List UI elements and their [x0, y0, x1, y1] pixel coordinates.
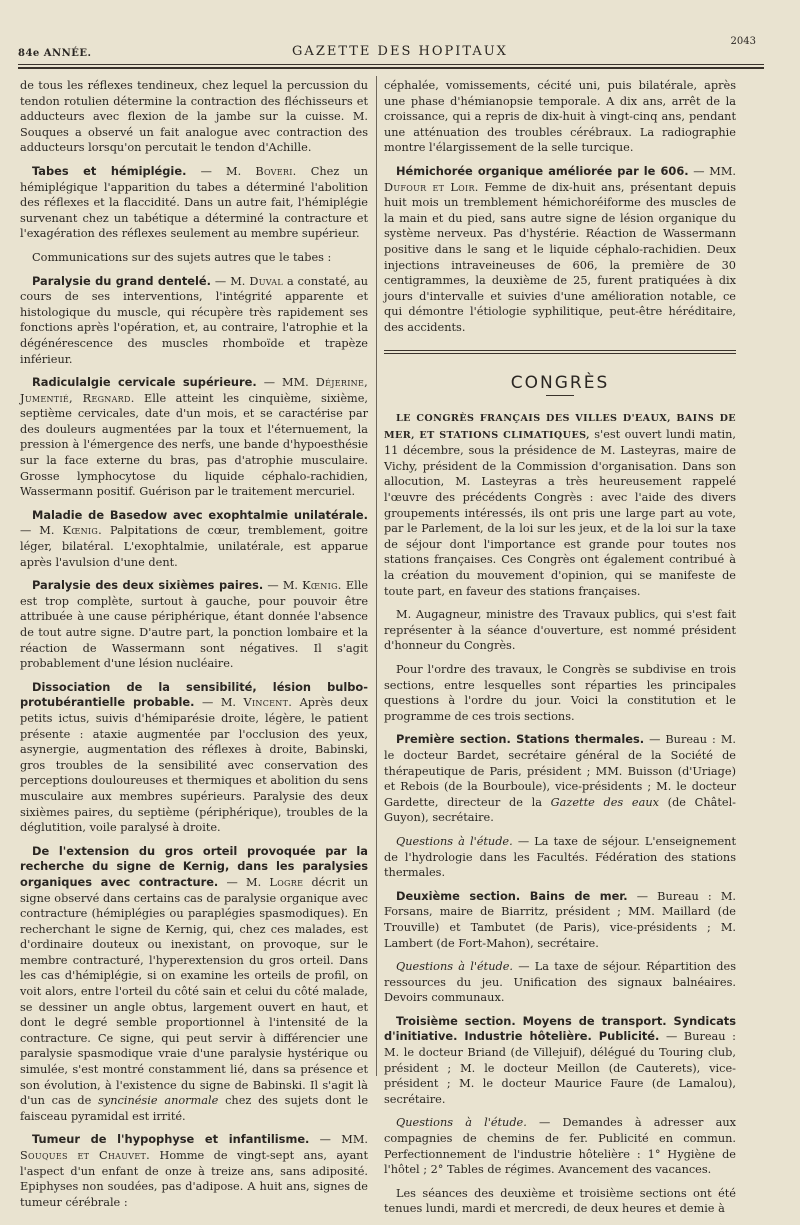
header-rule [18, 64, 764, 65]
article-radiculalgie: Radiculalgie cervicale supérieure. — MM. Déjerine, Jumentié, Regnard. Elle atteint les cinquième, sixième, septième cervicales, date d'un mois, et se caractérise par des douleurs augmentées par la toux et l'éternuement, la pression à l'émergence des nerfs, une bande d'hypoesthésie sur la face externe du bras, pas d'atrophie musculaire. Grosse lymphocytose du liquide céphalo-rachidien, Wassermann positif. Guérison par le traitement mercuriel. [20, 375, 369, 499]
right-column [384, 78, 736, 1225]
paragraph: de tous les réflexes tendineux, chez lequel la percussion du tendon rotulien détermine la contraction des fléchisseurs et adducteurs avec flexion de la jambe sur la cuisse. M. Souques a observé un fait analogue avec contraction des adducteurs lorsqu'on percutait le tendon d'Achille. [20, 79, 368, 155]
article-text: a constaté, au cours de ses interventions, l'intégrité apparente et histologique du muscle, qui récupère très rapidement ses fonctions après l'opération, et, au contraire, l'atrophie et la dégénérescence des muscles rhomboïde et trapèze inférieur. [20, 274, 368, 366]
author: Kœnig. [302, 579, 342, 593]
article-heading: Radiculalgie cervicale supérieure. [32, 375, 257, 390]
journal-title: GAZETTE DES HOPITAUX [292, 44, 508, 59]
article-heading: Tabes et hémiplégie. [32, 163, 187, 178]
paragraph: céphalée, vomissements, cécité uni, puis bilatérale, après une phase d'hémianopsie temporale. A dix ans, arrêt de la croissance, qui a repris de dix-huit à vingt-cinq ans, pendant une atténuation des troubles cérébraux. La radiographie montre l'élargissement de la selle turcique. [384, 79, 736, 155]
paragraph: Pour l'ordre des travaux, le Congrès se subdivise en trois sections, entre lesquelles sont réparties les principales questions à l'ordre du jour. Voici la constitution et le programme de ces trois sections. [384, 663, 736, 723]
article-text: Homme de vingt-sept ans, ayant l'aspect d'un enfant de onze à treize ans, sans adiposité. Epiphyses non soudées, pas d'adipose. A huit ans, signes de tumeur cérébrale : [20, 1149, 369, 1209]
author: Kœnig. [62, 524, 102, 538]
section-rule [384, 353, 736, 354]
article-dissociation: Dissociation de la sensibilité, lésion bulbo-protubérantielle probable. — M. Vincent. Après deux petits ictus, suivis d'hémiparésie droite, légère, le patient présente : ataxie augmentée par l'occlusion des yeux, asynergie, augmentation des réflexes à droite, Babinski, gros troubles de la sensibilité avec conservation des perceptions douloureuses et thermiques et abolition du sens musculaire aux membres supérieurs. Paralysie des deux sixièmes paires, du septième (périphérique), troubles de la déglutition, voile paralysé à droite. [20, 679, 368, 835]
article-text: — Bureau : M. le docteur Bardet, secrétaire général de la Société de thérapeutique de Paris, président ; MM. Buisson (d'Uriage) et Rebois (de la Bourboule), vice-présidents ; M. le docteur Gardette, directeur de la [384, 733, 737, 809]
article-text: Palpitations de cœur, tremblement, goitre léger, bilatéral. L'exophtalmie, unilatérale, est apparue après l'avulsion d'une dent. [20, 524, 368, 569]
left-column [20, 78, 368, 1218]
year-label: 84e ANNÉE. [18, 48, 92, 59]
article-heading: Troisième section. Moyens de transport. Syndicats d'initiative. Industrie hôtelière. Publicité. [384, 1013, 736, 1044]
article-text: Elle est trop complète, surtout à gauche, pour pouvoir être attribuée à une cause périphérique, étant donnée l'absence de tout autre signe. D'autre part, la ponction lombaire et la réaction de Wassermann sont négatives. Il s'agit probablement d'une lésion nucléaire. [20, 579, 369, 671]
author: Dufour et Loir. [384, 180, 479, 194]
author: Déjerine, Jumentié, Regnard. [20, 376, 369, 405]
author: Souques et Chauvet. [20, 1149, 151, 1162]
author: Vincent. [243, 696, 293, 710]
author: Logre [269, 875, 304, 889]
article-heading: Paralysie du grand dentelé. [32, 273, 211, 288]
article-text: Après deux petits ictus, suivis d'hémiparésie droite, légère, le patient présente : ataxie augmentée par l'occlusion des yeux, asynergie, augmentation des réflexes à droite, Babinski, gros troubles de la sensibilité avec conservation des perceptions douloureuses et thermiques et abolition du sens musculaire aux membres supérieurs. Paralysie des deux sixièmes paires, du septième (périphérique), troubles de la déglutition, voile paralysé à droite. [20, 696, 368, 835]
article-sixiemes: Paralysie des deux sixièmes paires. — M. Kœnig. Elle est trop complète, surtout à gauche, pour pouvoir être attribuée à une cause périphérique, étant donnée l'absence de tout autre signe. D'autre part, la ponction lombaire et la réaction de Wassermann sont négatives. Il s'agit probablement d'une lésion nucléaire. [20, 578, 369, 671]
article-text: — Bureau : M. Forsans, maire de Biarritz, président ; MM. Maillard (de Trouville) et Tambutet (de Paris), vice-présidents ; M. Lambert (de Fort-Mahon), secrétaire. [384, 889, 736, 950]
questions-label: Questions à l'étude. [396, 834, 513, 848]
emphasis: syncinésie anormale [98, 1094, 219, 1108]
article-dentele: Paralysie du grand dentelé. — M. Duval a constaté, au cours de ses interventions, l'intégrité apparente et histologique du muscle, qui récupère très rapidement ses fonctions après l'opération, et, au contraire, l'atrophie et la dégénérescence des muscles rhomboïde et trapèze inférieur. [20, 273, 368, 366]
header-rule-thick [18, 67, 764, 69]
questions-text: — Demandes à adresser aux compagnies de chemins de fer. Publicité en commun. Perfectionnement de l'industrie hôtelière : 1° Hygiène de l'hôtel ; 2° Tables de régimes. Avancement des vacances. [384, 1116, 736, 1177]
questions-label: Questions à l'étude. [396, 1116, 527, 1130]
article-hypophyse: Tumeur de l'hypophyse et infantilisme. — MM. Souques et Chauvet. Homme de vingt-sept ans, ayant l'aspect d'un enfant de onze à treize ans, sans adiposité. Epiphyses non soudées, pas d'adipose. A huit ans, signes de tumeur cérébrale : [20, 1132, 369, 1209]
questions [384, 959, 736, 1006]
article-heading: Dissociation de la sensibilité, lésion bulbo-protubérantielle probable. [20, 679, 368, 710]
article-heading: Deuxième section. Bains de mer. [396, 888, 628, 903]
questions [384, 1115, 736, 1177]
section-three [384, 1014, 736, 1108]
article-heading: De l'extension du gros orteil provoquée par la recherche du signe de Kernig, dans les paralysies organiques avec contracture. [20, 843, 368, 889]
article-hemichoree: Hémichorée organique améliorée par le 606. — MM. Dufour et Loir. Femme de dix-huit ans, présentant depuis huit mois un tremblement hémichoréiforme des muscles de la main et du pied, sans autre signe de lésion organique du système nerveux. Pas d'hystérie. Réaction de Wassermann positive dans le sang et le liquide céphalo-rachidien. Deux injections intraveineuses de 606, la première de 30 centigrammes, la deuxième de 25, furent pratiquées à dix jours d'intervalle et suivies d'une amélioration notable, ce qui démontre l'étiologie syphilitique, peut-être héréditaire, des accidents. [384, 163, 736, 334]
section-title: CONGRÈS [510, 372, 610, 393]
questions [384, 834, 736, 881]
article-heading: Première section. Stations thermales. [396, 732, 645, 747]
questions-text: — La taxe de séjour. Répartition des ressources du jeu. Unification des signaux balnéaires. Devoirs communaux. [384, 960, 736, 1005]
article-basedow: Maladie de Basedow avec exophtalmie unilatérale. — M. Kœnig. Palpitations de cœur, tremblement, goitre léger, bilatéral. L'exophtalmie, unilatérale, est apparue après l'avulsion d'une dent. [20, 507, 368, 569]
title-underline [546, 395, 574, 396]
column-divider [376, 76, 377, 1076]
article-text: Chez un hémiplégique l'apparition du tabes a déterminé l'abolition des réflexes et la flaccidité. Dans un autre fait, l'hémiplégie survenant chez un tabétique a déterminé la contracture et l'exagération des réflexes seulement au membre supérieur. [20, 164, 369, 241]
questions-text: — La taxe de séjour. L'enseignement de l'hydrologie dans les Facultés. Fédération des stations thermales. [384, 834, 736, 880]
article-kernig: De l'extension du gros orteil provoquée par la recherche du signe de Kernig, dans les paralysies organiques avec contracture. — M. Logre décrit un signe observé dans certains cas de paralysie organique avec contracture (hémiplégies ou paraplégies spasmodiques). En recherchant le signe de Kernig, qui, chez ces malades, est d'ordinaire douteux ou inexistant, on provoque, sur le membre contracturé, l'hyperextension du gros orteil. Dans les cas d'hémiplégie, si on examine les orteils de profil, on voit alors, entre l'orteil du côté sain et celui du côté malade, se dessiner un angle obtus, largement ouvert en haut, et dont le degré semble proportionnel à l'intensité de la contracture. Ce signe, qui peut servir à différencier une paralysie spasmodique vraie d'une paralysie hystérique ou simulée, s'est montré constamment lié, dans sa présence et son évolution, à l'existence du signe de Babinski. Il s'agit là d'un cas de syncinésie anormale chez des sujets dont le faisceau pyramidal est irrité. [20, 843, 369, 1123]
author: Boveri. [255, 164, 297, 178]
questions-label: Questions à l'étude. [396, 960, 514, 974]
article-heading: LE CONGRÈS FRANÇAIS DES VILLES D'EAUX, BAINS DE MER, ET STATIONS CLIMATIQUES, [384, 413, 736, 441]
article-heading: Paralysie des deux sixièmes paires. [32, 578, 264, 593]
paragraph: Communications sur des sujets autres que le tabes : [32, 250, 332, 264]
article-text: chez des sujets dont le faisceau pyramidal est irrité. [20, 1094, 368, 1123]
author: Duval [249, 274, 283, 288]
paragraph: Les séances des deuxième et troisième sections ont été tenues lundi, mardi et mercredi, de deux heures et demie à [384, 1186, 736, 1216]
article-congres [384, 410, 736, 599]
article-heading: Maladie de Basedow avec exophtalmie unilatérale. [32, 507, 368, 522]
article-heading: Tumeur de l'hypophyse et infantilisme. [32, 1132, 310, 1147]
article-text: Elle atteint les cinquième, sixième, septième cervicales, date d'un mois, et se caractérise par des douleurs augmentées par la toux et l'éternuement, la pression à l'émergence des nerfs, une bande d'hypoesthésie sur la face externe du bras, pas d'atrophie musculaire. Grosse lymphocytose du liquide céphalo-rachidien, Wassermann positif. Guérison par le traitement mercuriel. [20, 391, 369, 499]
emphasis: Gazette des eaux [550, 795, 659, 809]
section-rule [384, 350, 736, 351]
section-two [384, 889, 736, 951]
article-text: (de Châtel-Guyon), secrétaire. [384, 795, 736, 825]
article-text: s'est ouvert lundi matin, 11 décembre, sous la présidence de M. Lasteyras, maire de Vichy, président de la Commission d'organisation. Dans son allocution, M. Lasteyras a très heureusement rappelé l'œuvre des précédents Congrès : avec l'aide des divers groupements intéressés, ils ont pris une large part au vote, par le Parlement, de la loi sur les jeux, et de la loi sur la taxe de séjour dont l'importance est grande pour toutes nos stations françaises. Ces Congrès ont également contribué à la création du mouvement d'opinion, qui se manifeste de toute part, en faveur des stations françaises. [384, 427, 736, 598]
article-text: décrit un signe observé dans certains cas de paralysie organique avec contracture (hémiplégies ou paraplégies spasmodiques). En recherchant le signe de Kernig, qui, chez ces malades, est d'ordinaire douteux ou inexistant, on provoque, sur le membre contracturé, l'hyperextension du gros orteil. Dans les cas d'hémiplégie, si on examine les orteils de profil, on voit alors, entre l'orteil du côté sain et celui du côté malade, se dessiner un angle obtus, largement ouvert en haut, et dont le degré semble proportionnel à l'intensité de la contracture. Ce signe, qui peut servir à différencier une paralysie spasmodique vraie d'une paralysie hystérique ou simulée, s'est montré constamment lié, dans sa présence et son évolution, à l'existence du signe de Babinski. Il s'agit là d'un cas de [20, 875, 369, 1108]
article-heading: Hémichorée organique améliorée par le 606. [396, 163, 689, 178]
paragraph: M. Augagneur, ministre des Travaux publics, qui s'est fait représenter à la séance d'ouverture, est nommé président d'honneur du Congrès. [384, 608, 736, 653]
article-tabes: Tabes et hémiplégie. — M. Boveri. Chez un hémiplégique l'apparition du tabes a déterminé l'abolition des réflexes et la flaccidité. Dans un autre fait, l'hémiplégie survenant chez un tabétique a déterminé la contracture et l'exagération des réflexes seulement au membre supérieur. [20, 163, 369, 241]
article-text: Femme de dix-huit ans, présentant depuis huit mois un tremblement hémichoréiforme des muscles de la main et du pied, sans autre signe de lésion organique du système nerveux. Pas d'hystérie. Réaction de Wassermann positive dans le sang et le liquide céphalo-rachidien. Deux injections intraveineuses de 606, la première de 30 centigrammes, la deuxième de 25, furent pratiquées à dix jours d'intervalle et suivies d'une amélioration notable, ce qui démontre l'étiologie syphilitique, peut-être héréditaire, des accidents. [384, 180, 736, 334]
page-number: 2043 [730, 36, 756, 47]
article-text: — Bureau : M. le docteur Briand (de Villejuif), délégué du Touring club, président ; M. le docteur Meillon (de Cauterets), vice-président ; M. le docteur Maurice Faure (de Lamalou), secrétaire. [384, 1030, 736, 1106]
section-one [384, 732, 736, 826]
